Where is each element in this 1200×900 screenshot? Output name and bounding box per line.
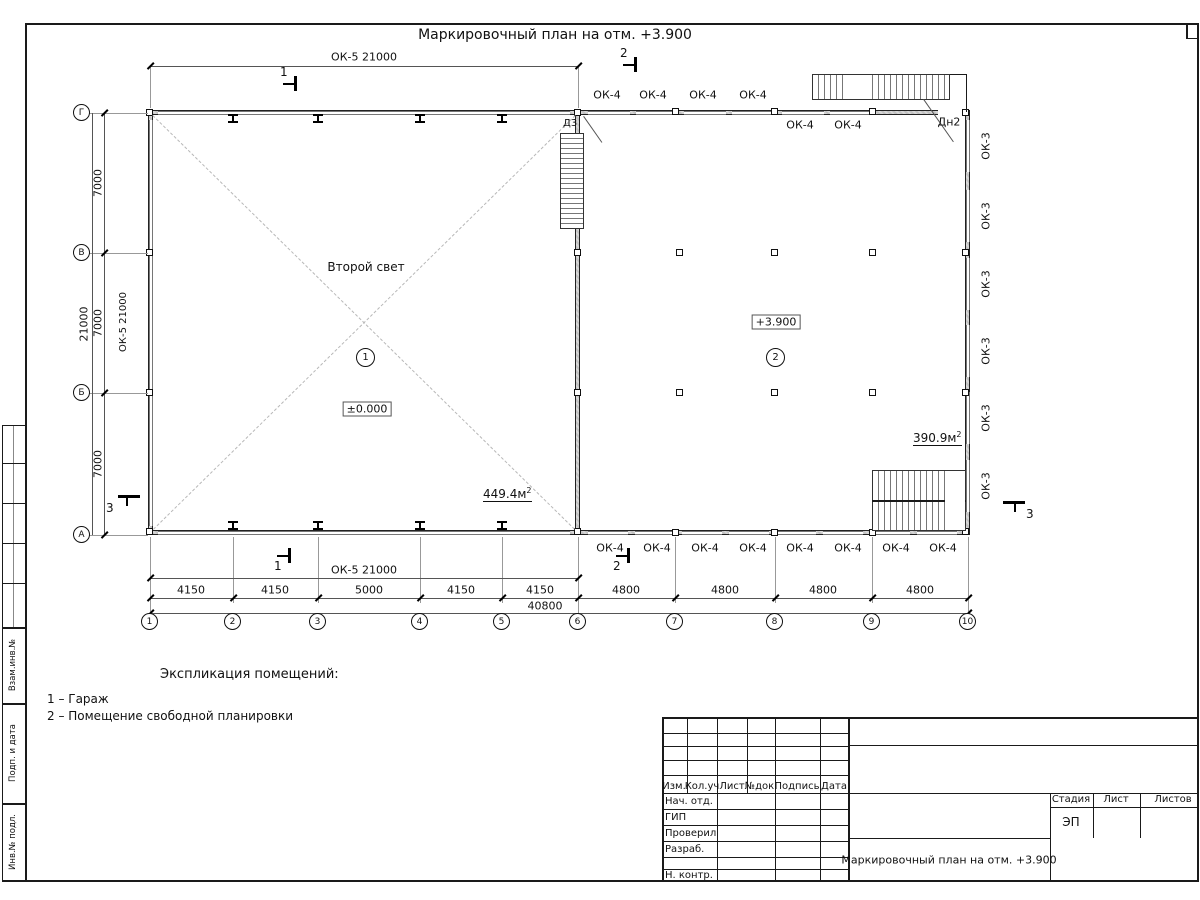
section-mark-3-bar <box>118 495 140 498</box>
dim-text-top: ОК-5 21000 <box>331 50 397 64</box>
column-square <box>676 389 683 396</box>
window-ok5-left <box>149 120 153 526</box>
extension-line <box>420 537 421 603</box>
dim-text: 5000 <box>355 583 383 597</box>
window-label-ok4: ОК-4 <box>596 541 624 555</box>
room2-area-sup: 2 <box>956 430 962 439</box>
section-mark-1-bar <box>288 548 291 563</box>
corner-box-bottom <box>1186 38 1199 39</box>
column-ibeam <box>313 114 323 123</box>
dim-text-7000: 7000 <box>91 169 105 197</box>
room1-level: ±0.000 <box>343 402 392 417</box>
room2-area-value: 390.9м <box>913 431 957 445</box>
axis-bubble-6 <box>569 613 586 630</box>
extension-line <box>578 66 579 108</box>
dim-text: 4800 <box>809 583 837 597</box>
axis-label: 7 <box>671 616 678 627</box>
legend-item-1: 1 – Гараж <box>47 692 109 706</box>
window-ok4 <box>732 111 774 115</box>
axis-bubble-5 <box>493 613 510 630</box>
extension-line <box>318 537 319 603</box>
window-label-ok4: ОК-4 <box>739 88 767 102</box>
dim-line-top <box>150 66 578 67</box>
dim-text: 4800 <box>612 583 640 597</box>
section-mark-1-tick <box>277 555 288 557</box>
column-square <box>676 249 683 256</box>
axis-label: В <box>78 247 85 258</box>
dim-line-bottom-total <box>150 613 968 614</box>
section-mark-2-bar <box>627 548 630 563</box>
margin-outer-line <box>2 425 3 880</box>
extension-line <box>150 66 151 108</box>
window-label-ok3: ОК-3 <box>979 202 993 230</box>
axis-leader <box>88 113 148 114</box>
axis-label: 3 <box>314 616 321 627</box>
dim-text-total: 40800 <box>527 599 563 613</box>
axis-label: 9 <box>868 616 875 627</box>
window-ok5-top <box>158 111 570 115</box>
window-ok3 <box>966 258 970 310</box>
axis-bubble-2 <box>224 613 241 630</box>
column-ibeam <box>415 521 425 530</box>
titleblock-line <box>717 717 718 881</box>
column-square <box>869 108 876 115</box>
dim-text: 4150 <box>447 583 475 597</box>
axis-bubble-8 <box>766 613 783 630</box>
margin-row-line <box>2 463 25 464</box>
window-ok4 <box>729 531 769 535</box>
room1-tag <box>356 348 375 367</box>
legend-item-2: 2 – Помещение свободной планировки <box>47 709 294 723</box>
room1-tag-number: 1 <box>362 352 369 363</box>
extension-line <box>233 537 234 603</box>
column-square <box>962 389 969 396</box>
window-ok3 <box>966 460 970 512</box>
window-label-ok4: ОК-4 <box>834 541 862 555</box>
window-label-ok5-left: ОК-5 21000 <box>118 292 129 352</box>
window-label-ok3: ОК-3 <box>979 472 993 500</box>
column-ibeam <box>497 521 507 530</box>
legend-title: Экспликация помещений: <box>160 667 339 682</box>
titleblock-line <box>848 745 1199 746</box>
window-label-ok4: ОК-4 <box>689 88 717 102</box>
room2-tag <box>766 348 785 367</box>
dim-text-21000: 21000 <box>77 306 91 342</box>
frame-bottom <box>2 880 1199 882</box>
axis-label: 2 <box>229 616 236 627</box>
titleblock-line <box>1050 807 1199 808</box>
window-ok3 <box>966 325 970 377</box>
axis-label: Г <box>78 107 85 118</box>
door-swing-d3 <box>583 116 602 143</box>
titleblock-line <box>775 717 776 881</box>
tb-row-nkontr: Н. контр. <box>665 870 713 881</box>
window-ok3 <box>966 120 970 172</box>
extension-line <box>968 537 969 617</box>
tb-col-data: Дата <box>821 781 847 792</box>
axis-bubble-1 <box>141 613 158 630</box>
room1-note: Второй свет <box>327 260 405 274</box>
tb-sheet-label: Лист <box>1103 794 1129 805</box>
column-ibeam <box>497 114 507 123</box>
titleblock-line <box>848 793 1199 794</box>
tb-row-gip: ГИП <box>665 812 687 823</box>
axis-bubble-4 <box>411 613 428 630</box>
door-opening-dn2 <box>938 110 962 115</box>
column-ibeam <box>228 521 238 530</box>
dim-text-bottom-ok5: ОК-5 21000 <box>331 563 397 577</box>
corner-box-left <box>1186 23 1188 39</box>
window-ok4 <box>830 111 872 115</box>
axis-label: 5 <box>498 616 505 627</box>
page-title: Маркировочный план на отм. +3.900 <box>418 27 692 43</box>
column-ibeam <box>228 114 238 123</box>
window-ok3 <box>966 190 970 242</box>
titleblock-line <box>1140 793 1141 838</box>
column-square <box>574 249 581 256</box>
margin-label-inv: Инв.№ подл. <box>7 814 18 870</box>
section-mark-2-label: 2 <box>620 46 628 60</box>
stair-d3 <box>560 133 584 229</box>
axis-bubble-7 <box>666 613 683 630</box>
column-square <box>574 389 581 396</box>
margin-divider-line <box>13 425 14 627</box>
dim-text: 4150 <box>526 583 554 597</box>
axis-label: 6 <box>574 616 581 627</box>
column-square <box>869 249 876 256</box>
tb-col-podpis: Подпись <box>774 781 820 792</box>
margin-row-line <box>2 425 25 426</box>
axis-bubble-v <box>73 244 90 261</box>
window-ok4 <box>588 531 628 535</box>
column-square <box>146 528 153 535</box>
section-mark-3-label: 3 <box>106 501 114 515</box>
column-ibeam <box>313 521 323 530</box>
stair-landing <box>848 75 870 99</box>
column-square <box>771 249 778 256</box>
window-label-ok4: ОК-4 <box>834 118 862 132</box>
window-label-ok4: ОК-4 <box>593 88 621 102</box>
margin-label-podp: Подп. и дата <box>7 724 18 782</box>
tb-row-razrab: Разраб. <box>665 844 705 855</box>
margin-cell-line <box>2 627 25 629</box>
axis-bubble-9 <box>863 613 880 630</box>
stair-platform-line <box>966 74 967 112</box>
section-mark-1-label: 1 <box>274 559 282 573</box>
column-ibeam <box>415 114 425 123</box>
axis-label: А <box>78 529 85 540</box>
window-label-ok4: ОК-4 <box>786 541 814 555</box>
axis-bubble-b <box>73 384 90 401</box>
window-ok3 <box>966 392 970 444</box>
frame-left <box>25 23 27 881</box>
column-square <box>672 529 679 536</box>
window-label-ok3: ОК-3 <box>979 337 993 365</box>
section-mark-2-label: 2 <box>613 559 621 573</box>
axis-leader <box>88 393 148 394</box>
tb-stage-value: ЭП <box>1062 815 1080 829</box>
window-ok4 <box>682 531 722 535</box>
tb-row-proveril: Проверил <box>665 828 717 839</box>
margin-row-line <box>2 583 25 584</box>
dim-line-bottom-ok5 <box>150 578 578 579</box>
tb-col-list: Лист <box>719 781 745 792</box>
margin-row-line <box>2 503 25 504</box>
axis-label: 1 <box>146 616 153 627</box>
dim-text-7000: 7000 <box>91 309 105 337</box>
tb-col-koluch: Кол.уч <box>684 781 720 792</box>
stair-landing <box>945 471 965 530</box>
tb-row-nach-otd: Нач. отд. <box>665 796 713 807</box>
axis-label: Б <box>78 387 85 398</box>
window-label-ok3: ОК-3 <box>979 404 993 432</box>
column-square <box>771 529 778 536</box>
axis-leader <box>88 535 148 536</box>
window-label-ok4: ОК-4 <box>882 541 910 555</box>
titleblock-border <box>662 717 1199 719</box>
margin-cell-line <box>2 703 25 705</box>
column-square <box>672 108 679 115</box>
tb-col-izm: Изм. <box>662 781 686 792</box>
section-mark-2-tick <box>623 64 634 66</box>
section-mark-1-label: 1 <box>280 65 288 79</box>
axis-label: 8 <box>771 616 778 627</box>
window-label-ok3: ОК-3 <box>979 270 993 298</box>
axis-leader <box>88 253 148 254</box>
window-label-ok4: ОК-4 <box>691 541 719 555</box>
window-label-ok4: ОК-4 <box>739 541 767 555</box>
extension-line <box>675 537 676 603</box>
section-mark-3-tick <box>1014 504 1016 512</box>
dim-text: 4150 <box>261 583 289 597</box>
window-ok4 <box>588 111 630 115</box>
section-mark-3-tick <box>126 498 128 506</box>
room2-tag-number: 2 <box>772 352 779 363</box>
column-square <box>771 108 778 115</box>
titleblock-line <box>1093 793 1094 838</box>
margin-cell-line <box>2 803 25 805</box>
room1-area <box>483 487 532 502</box>
section-mark-1-bar <box>294 76 297 91</box>
window-label-ok4: ОК-4 <box>643 541 671 555</box>
dim-text: 4800 <box>711 583 739 597</box>
extension-line <box>872 537 873 603</box>
dim-text-7000: 7000 <box>91 450 105 478</box>
axis-label: 10 <box>961 616 974 627</box>
dim-text: 4800 <box>906 583 934 597</box>
column-square <box>574 528 581 535</box>
extension-line <box>502 537 503 603</box>
room1-area-sup: 2 <box>526 486 532 495</box>
window-ok4 <box>776 531 816 535</box>
window-ok5-bottom <box>158 531 570 535</box>
tb-col-ndok: №док. <box>744 781 778 792</box>
window-ok4 <box>684 111 726 115</box>
window-ok4 <box>823 531 863 535</box>
titleblock-line <box>848 838 1050 839</box>
tb-sheets-label: Листов <box>1154 794 1192 805</box>
window-ok4 <box>917 531 957 535</box>
section-mark-2-bar <box>634 57 637 72</box>
axis-bubble-g <box>73 104 90 121</box>
window-label-ok3: ОК-3 <box>979 132 993 160</box>
section-mark-2-tick <box>616 555 627 557</box>
room2-level: +3.900 <box>752 315 801 330</box>
stair-exterior-top <box>812 74 950 100</box>
door-label-d3: Д3 <box>563 118 578 129</box>
room2-area <box>913 431 962 446</box>
window-label-ok4: ОК-4 <box>929 541 957 555</box>
stair-platform-line <box>950 74 966 75</box>
titleblock-line <box>1050 793 1051 881</box>
titleblock-line <box>820 717 821 881</box>
window-ok4 <box>635 531 675 535</box>
door-label-dn2: Дн2 <box>937 115 961 129</box>
margin-row-line <box>2 543 25 544</box>
margin-label-vzam: Взам.инв.№ <box>7 638 18 692</box>
room1-area-value: 449.4м <box>483 487 527 501</box>
extension-line <box>775 537 776 603</box>
tb-stage-label: Стадия <box>1051 794 1091 805</box>
section-mark-1-tick <box>283 83 294 85</box>
frame-right <box>1197 23 1199 881</box>
window-ok4 <box>782 111 824 115</box>
window-ok4 <box>870 531 910 535</box>
column-square <box>771 389 778 396</box>
tb-doc-title: Маркировочный план на отм. +3.900 <box>841 853 1057 867</box>
window-label-ok4: ОК-4 <box>786 118 814 132</box>
axis-bubble-3 <box>309 613 326 630</box>
axis-bubble-10 <box>959 613 976 630</box>
frame-top <box>25 23 1199 25</box>
axis-bubble-a <box>73 526 90 543</box>
dim-text: 4150 <box>177 583 205 597</box>
axis-label: 4 <box>416 616 423 627</box>
window-label-ok4: ОК-4 <box>639 88 667 102</box>
column-square <box>869 389 876 396</box>
section-mark-3-label: 3 <box>1026 507 1034 521</box>
column-square <box>962 249 969 256</box>
